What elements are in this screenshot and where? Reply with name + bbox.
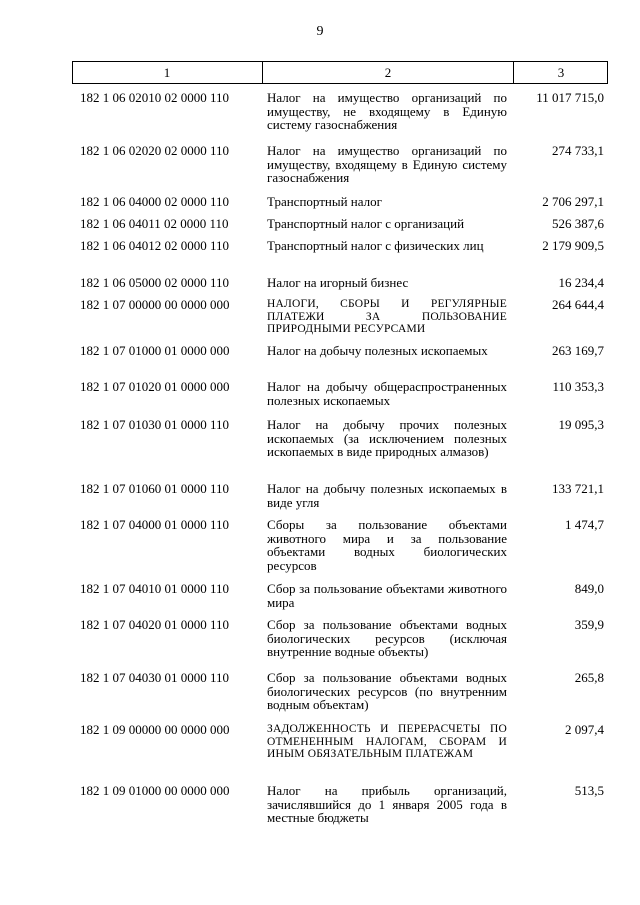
row-name: Налог на добычу общераспространенных полезных ископаемых <box>267 379 507 408</box>
row-name: Налог на прибыль организаций, зачислявшийся до 1 января 2005 года в местные бюджеты <box>267 783 507 825</box>
row-amount: 133 721,1 <box>552 481 604 496</box>
row-code: 182 1 06 04000 02 0000 110 <box>80 194 230 209</box>
row-name: НАЛОГИ, СБОРЫ И РЕГУЛЯРНЫЕ ПЛАТЕЖИ ЗА ПОЛЬЗОВАНИЕ ПРИРОДНЫМИ РЕСУРСАМИ <box>267 298 507 335</box>
row-code: 182 1 07 04000 01 0000 110 <box>80 517 230 532</box>
row-name: ЗАДОЛЖЕННОСТЬ И ПЕРЕРАСЧЕТЫ ПО ОТМЕНЕННЫМ НАЛОГАМ, СБОРАМ И ИНЫМ ОБЯЗАТЕЛЬНЫМ ПЛАТЕЖАМ <box>267 723 507 760</box>
row-amount: 16 234,4 <box>558 275 604 290</box>
row-code: 182 1 06 04012 02 0000 110 <box>80 238 230 253</box>
row-name: Налог на игорный бизнес <box>267 275 409 290</box>
row-code: 182 1 07 01030 01 0000 110 <box>80 417 230 432</box>
row-code: 182 1 06 05000 02 0000 110 <box>80 275 230 290</box>
row-code: 182 1 07 04020 01 0000 110 <box>80 617 230 632</box>
row-amount: 526 387,6 <box>552 216 604 231</box>
row-name: Сбор за пользование объектами водных биологических ресурсов (исключая внутренние водные объекты) <box>267 617 507 659</box>
row-amount: 274 733,1 <box>552 143 604 158</box>
row-name: Транспортный налог с организаций <box>267 216 465 231</box>
row-code: 182 1 06 02010 02 0000 110 <box>80 90 230 105</box>
row-name: Сбор за пользование объектами животного мира <box>267 581 507 610</box>
row-code: 182 1 09 00000 00 0000 000 <box>80 722 230 737</box>
row-code: 182 1 06 04011 02 0000 110 <box>80 216 229 231</box>
row-amount: 263 169,7 <box>552 343 604 358</box>
row-name: Сборы за пользование объектами животного мира и за пользование объектами водных биологических ресурсов <box>267 517 507 573</box>
row-name: Налог на имущество организаций по имуществу, не входящему в Единую систему газоснабжения <box>267 90 507 132</box>
row-amount: 1 474,7 <box>565 517 604 532</box>
row-name: Транспортный налог с физических лиц <box>267 238 484 253</box>
row-name: Налог на добычу полезных ископаемых в виде угля <box>267 481 507 510</box>
row-amount: 2 179 909,5 <box>542 238 604 253</box>
row-amount: 265,8 <box>574 670 604 685</box>
row-code: 182 1 07 04030 01 0000 110 <box>80 670 230 685</box>
row-amount: 264 644,4 <box>552 297 604 312</box>
row-amount: 513,5 <box>574 783 604 798</box>
row-name: Налог на имущество организаций по имуществу, входящему в Единую систему газоснабжения <box>267 143 507 185</box>
row-amount: 2 706 297,1 <box>542 194 604 209</box>
row-amount: 2 097,4 <box>565 722 604 737</box>
row-amount: 11 017 715,0 <box>536 90 604 105</box>
row-code: 182 1 07 01000 01 0000 000 <box>80 343 230 358</box>
row-code: 182 1 09 01000 00 0000 000 <box>80 783 230 798</box>
row-amount: 849,0 <box>574 581 604 596</box>
table-header <box>72 61 608 84</box>
row-amount: 110 353,3 <box>552 379 604 394</box>
row-code: 182 1 07 00000 00 0000 000 <box>80 297 230 312</box>
row-code: 182 1 07 01020 01 0000 000 <box>80 379 230 394</box>
row-name: Налог на добычу полезных ископаемых <box>267 343 488 358</box>
row-name: Сбор за пользование объектами водных биологических ресурсов (по внутренним водным объектам) <box>267 670 507 712</box>
row-name: Налог на добычу прочих полезных ископаемых (за исключением полезных ископаемых в виде природных алмазов) <box>267 417 507 459</box>
row-amount: 19 095,3 <box>558 417 604 432</box>
row-name: Транспортный налог <box>267 194 382 209</box>
row-code: 182 1 06 02020 02 0000 110 <box>80 143 230 158</box>
header-col-1: 1 <box>163 65 171 80</box>
row-amount: 359,9 <box>574 617 604 632</box>
row-code: 182 1 07 04010 01 0000 110 <box>80 581 230 596</box>
row-code: 182 1 07 01060 01 0000 110 <box>80 481 230 496</box>
page-number: 9 <box>316 24 324 39</box>
header-col-2: 2 <box>262 62 513 83</box>
header-col-3: 3 <box>513 62 608 83</box>
